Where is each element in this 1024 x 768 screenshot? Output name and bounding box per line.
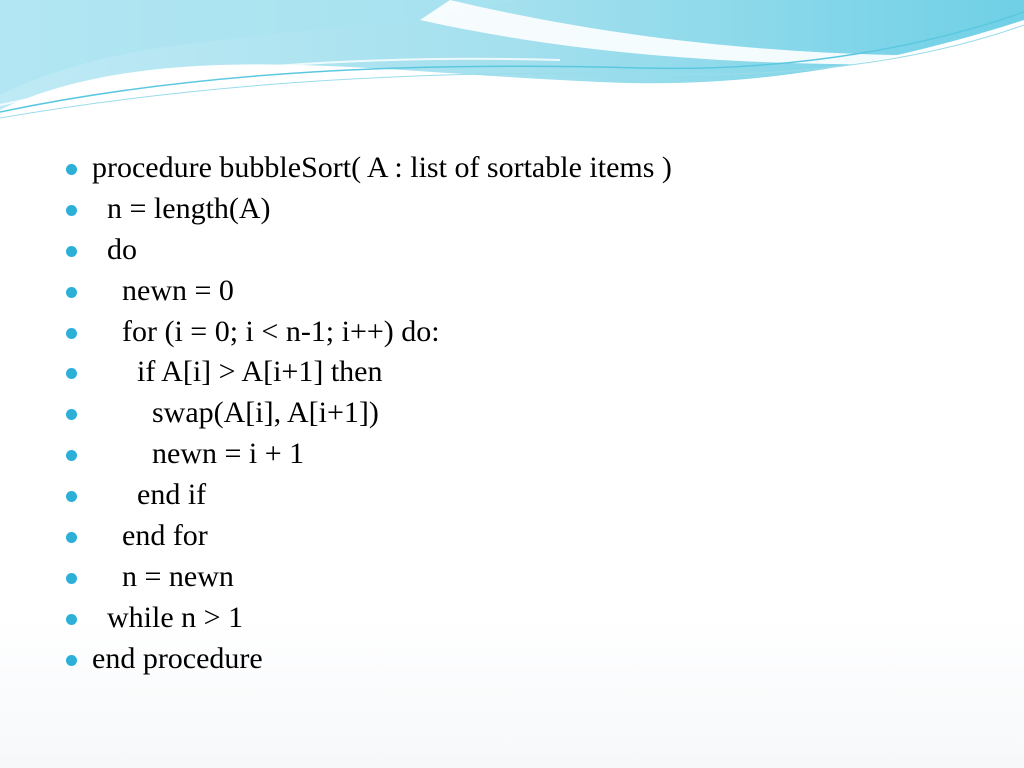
pseudocode-line: procedure bubbleSort( A : list of sortable items ) — [92, 151, 672, 184]
bullet-dot-icon — [66, 532, 77, 543]
pseudocode-line: end for — [92, 519, 208, 553]
pseudocode-line: for (i = 0; i < n-1; i++) do: — [92, 314, 440, 348]
list-item — [62, 312, 962, 353]
pseudocode-line: newn = i + 1 — [92, 437, 305, 471]
list-item — [62, 598, 962, 639]
list-item — [62, 271, 962, 312]
bullet-dot-icon — [66, 246, 77, 257]
pseudocode-line: newn = 0 — [92, 273, 234, 307]
pseudocode-line: swap(A[i], A[i+1]) — [92, 396, 379, 430]
pseudocode-list — [62, 148, 962, 680]
list-item — [62, 230, 962, 271]
pseudocode-line: n = newn — [92, 559, 234, 593]
list-item — [62, 148, 962, 189]
list-item — [62, 516, 962, 557]
bullet-dot-icon — [66, 614, 77, 625]
list-item — [62, 189, 962, 230]
list-item — [62, 557, 962, 598]
pseudocode-line: end if — [92, 478, 207, 512]
list-item — [62, 639, 962, 680]
bullet-dot-icon — [66, 573, 77, 584]
bullet-dot-icon — [66, 491, 77, 502]
bullet-dot-icon — [66, 409, 77, 420]
list-item — [62, 434, 962, 475]
bullet-dot-icon — [66, 368, 77, 379]
bullet-dot-icon — [66, 164, 77, 175]
pseudocode-line: do — [92, 232, 137, 266]
list-item — [62, 393, 962, 434]
bullet-dot-icon — [66, 328, 77, 339]
list-item — [62, 475, 962, 516]
pseudocode-line: n = length(A) — [92, 191, 271, 225]
list-item — [62, 352, 962, 393]
bullet-content — [62, 148, 962, 680]
bullet-dot-icon — [66, 655, 77, 666]
bullet-dot-icon — [66, 205, 77, 216]
pseudocode-line: while n > 1 — [92, 600, 244, 634]
pseudocode-line: end procedure — [92, 641, 263, 675]
bullet-dot-icon — [66, 450, 77, 461]
bullet-dot-icon — [66, 287, 77, 298]
header-wave-decoration — [0, 0, 1024, 130]
pseudocode-line: if A[i] > A[i+1] then — [92, 355, 383, 389]
